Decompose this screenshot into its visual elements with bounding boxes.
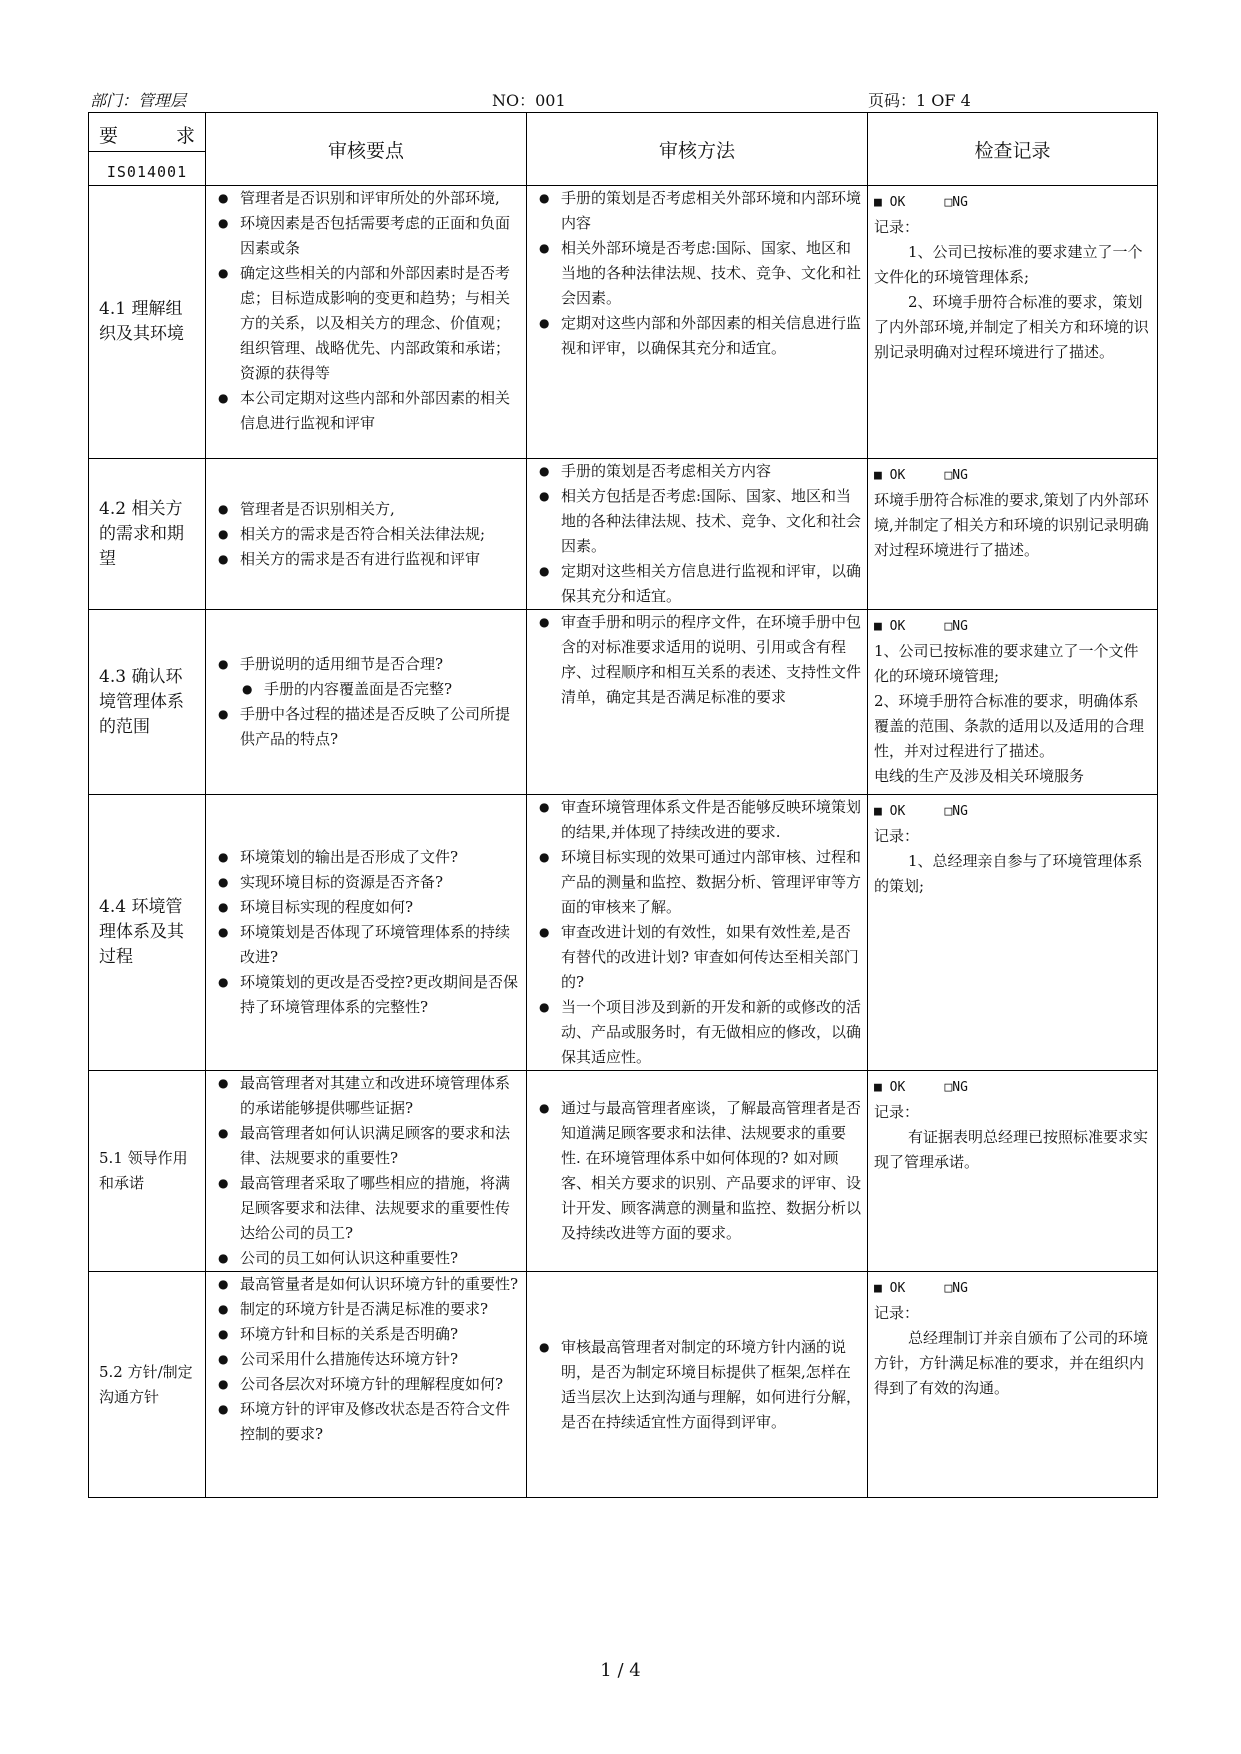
- requirement-header-a: 要: [99, 125, 119, 147]
- requirement-cell: 5.2 方针/制定沟通方针: [89, 1272, 206, 1498]
- audit-methods-header: 审核方法: [527, 113, 868, 186]
- record-text: 2、环境手册符合标准的要求，明确体系覆盖的范围、条款的适用以及适用的合理性，并对过程进行了描述。: [874, 692, 1145, 760]
- list-item: ● 审核最高管理者对制定的环境方针内涵的说明，是否为制定环境目标提供了框架,怎样在适当层次上达到沟通与理解，如何进行分解，是否在持续适宜性方面得到评审。: [533, 1335, 861, 1435]
- check-record-cell: [868, 610, 1158, 795]
- audit-points-cell: [206, 186, 527, 459]
- table-row: [89, 1272, 1158, 1498]
- record-text: 环境手册符合标准的要求,策划了内外部环境,并制定了相关方和环境的识别记录明确对过程环境进行了描述。: [874, 491, 1149, 559]
- list-item: ● 最高管量者是如何认识环境方针的重要性?: [212, 1272, 520, 1297]
- list-item: ● 公司采用什么措施传达环境方针?: [212, 1347, 520, 1372]
- ok-ng-checkbox: ■ OK □NG: [874, 195, 968, 210]
- audit-methods-cell: [527, 795, 868, 1071]
- ok-ng-checkbox: ■ OK □NG: [874, 468, 968, 483]
- list-item: ● 环境方针和目标的关系是否明确?: [212, 1322, 520, 1347]
- record-text: 记录：: [874, 1304, 920, 1322]
- record-text: 1、公司已按标准的要求建立了一个文件化的环境管理体系;: [874, 243, 1143, 286]
- list-item: ● 相关方的需求是否有进行监视和评审: [212, 547, 520, 572]
- list-item: ● 当一个项目涉及到新的开发和新的或修改的活动、产品或服务时，有无做相应的修改，以确保其适应性。: [533, 995, 861, 1070]
- list-item: ● 手册的策划是否考虑相关外部环境和内部环境内容: [533, 186, 861, 236]
- department-label: 部门：管理层: [90, 91, 187, 110]
- list-item: ● 环境方针的评审及修改状态是否符合文件控制的要求?: [212, 1397, 520, 1447]
- check-record-cell: [868, 186, 1158, 459]
- table-row: [89, 186, 1158, 459]
- record-text: 2、环境手册符合标准的要求，策划了内外部环境,并制定了相关方和环境的识别记录明确对过程环境进行了描述。: [874, 293, 1149, 361]
- record-text: 总经理制订并亲自颁布了公司的环境方针，方针满足标准的要求，并在组织内得到了有效的沟通。: [874, 1329, 1149, 1397]
- audit-table: [88, 112, 1158, 1498]
- audit-points-cell: [206, 1071, 527, 1272]
- list-item: ● 通过与最高管理者座谈，了解最高管理者是否知道满足顾客要求和法律、法规要求的重要性. 在环境管理体系中如何体现的? 如对顾客、相关方要求的识别、产品要求的评审、设计开发、顾客满意的测量和监控、数据分析以及持续改进等方面的要求。: [533, 1096, 861, 1246]
- list-item: ● 手册说明的适用细节是否合理?: [212, 652, 520, 677]
- standard-code: IS014001: [106, 163, 188, 181]
- page-indicator: 页码：1 OF 4: [868, 91, 971, 110]
- audit-points-cell: [206, 610, 527, 795]
- table-row: [89, 459, 1158, 610]
- list-item: ● 环境目标实现的程度如何?: [212, 895, 520, 920]
- audit-points-cell: [206, 1272, 527, 1498]
- table-row: [89, 1071, 1158, 1272]
- list-item: ● 最高管理者如何认识满足顾客的要求和法律、法规要求的重要性?: [212, 1121, 520, 1171]
- requirement-cell: 4.2 相关方的需求和期望: [89, 459, 206, 610]
- ok-ng-checkbox: ■ OK □NG: [874, 1281, 968, 1296]
- list-item: ● 审查手册和明示的程序文件，在环境手册中包含的对标准要求适用的说明、引用或含有程序、过程顺序和相互关系的表述、支持性文件清单，确定其是否满足标准的要求: [533, 610, 861, 710]
- list-item: ● 手册的内容覆盖面是否完整?: [212, 677, 520, 702]
- list-item: ● 最高管理者对其建立和改进环境管理体系的承诺能够提供哪些证据?: [212, 1071, 520, 1121]
- record-text: 1、公司已按标准的要求建立了一个文件化的环境环境管理;: [874, 642, 1139, 685]
- list-item: ● 公司的员工如何认识这种重要性?: [212, 1246, 520, 1271]
- record-text: 有证据表明总经理已按照标准要求实现了管理承诺。: [874, 1128, 1149, 1171]
- ok-ng-checkbox: ■ OK □NG: [874, 619, 968, 634]
- audit-methods-cell: [527, 1071, 868, 1272]
- audit-points-cell: [206, 795, 527, 1071]
- list-item: ● 最高管理者采取了哪些相应的措施，将满足顾客要求和法律、法规要求的重要性传达给公司的员工?: [212, 1171, 520, 1246]
- check-record-cell: [868, 1071, 1158, 1272]
- document-number: NO：001: [492, 91, 566, 110]
- list-item: ● 定期对这些相关方信息进行监视和评审，以确保其充分和适宜。: [533, 559, 861, 609]
- list-item: ● 手册的策划是否考虑相关方内容: [533, 459, 861, 484]
- list-item: ● 相关外部环境是否考虑:国际、国家、地区和当地的各种法律法规、技术、竞争、文化和社会因素。: [533, 236, 861, 311]
- record-text: 记录：: [874, 1103, 920, 1121]
- table-row: [89, 795, 1158, 1071]
- check-record-cell: [868, 1272, 1158, 1498]
- requirement-cell: 4.4 环境管理体系及其过程: [89, 795, 206, 1071]
- list-item: ● 管理者是否识别和评审所处的外部环境,: [212, 186, 520, 211]
- audit-methods-cell: [527, 1272, 868, 1498]
- list-item: ● 环境目标实现的效果可通过内部审核、过程和产品的测量和监控、数据分析、管理评审等方面的审核来了解。: [533, 845, 861, 920]
- ok-ng-checkbox: ■ OK □NG: [874, 1080, 968, 1095]
- table-row: [89, 610, 1158, 795]
- audit-methods-cell: [527, 459, 868, 610]
- list-item: ● 环境策划是否体现了环境管理体系的持续改进?: [212, 920, 520, 970]
- record-text: 1、总经理亲自参与了环境管理体系的策划;: [874, 852, 1143, 895]
- ok-ng-checkbox: ■ OK □NG: [874, 804, 968, 819]
- audit-points-header: 审核要点: [206, 113, 527, 186]
- list-item: ● 审查改进计划的有效性，如果有效性差,是否有替代的改进计划? 审查如何传达至相关部门的?: [533, 920, 861, 995]
- check-record-header: 检查记录: [868, 113, 1158, 186]
- requirement-cell: 4.1 理解组织及其环境: [89, 186, 206, 459]
- requirement-cell: 4.3 确认环境管理体系的范围: [89, 610, 206, 795]
- list-item: ● 环境因素是否包括需要考虑的正面和负面因素或条: [212, 211, 520, 261]
- list-item: ● 相关方包括是否考虑:国际、国家、地区和当地的各种法律法规、技术、竞争、文化和社会因素。: [533, 484, 861, 559]
- list-item: ● 环境策划的输出是否形成了文件?: [212, 845, 520, 870]
- list-item: ● 手册中各过程的描述是否反映了公司所提供产品的特点?: [212, 702, 520, 752]
- list-item: ● 实现环境目标的资源是否齐备?: [212, 870, 520, 895]
- record-text: 电线的生产及涉及相关环境服务: [874, 767, 1085, 785]
- requirement-header: [89, 113, 206, 186]
- audit-methods-cell: [527, 610, 868, 795]
- page-footer: 1 / 4: [600, 1660, 641, 1681]
- record-text: 记录：: [874, 827, 920, 845]
- requirement-header-b: 求: [175, 125, 195, 147]
- list-item: ● 审查环境管理体系文件是否能够反映环境策划的结果,并体现了持续改进的要求.: [533, 795, 861, 845]
- audit-methods-cell: [527, 186, 868, 459]
- list-item: ● 公司各层次对环境方针的理解程度如何?: [212, 1372, 520, 1397]
- list-item: ● 定期对这些内部和外部因素的相关信息进行监视和评审，以确保其充分和适宜。: [533, 311, 861, 361]
- list-item: ● 制定的环境方针是否满足标准的要求?: [212, 1297, 520, 1322]
- requirement-cell: 5.1 领导作用和承诺: [89, 1071, 206, 1272]
- list-item: ● 相关方的需求是否符合相关法律法规;: [212, 522, 520, 547]
- list-item: ● 本公司定期对这些内部和外部因素的相关信息进行监视和评审: [212, 386, 520, 436]
- list-item: ● 环境策划的更改是否受控?更改期间是否保持了环境管理体系的完整性?: [212, 970, 520, 1020]
- list-item: ● 管理者是否识别相关方,: [212, 497, 520, 522]
- check-record-cell: [868, 795, 1158, 1071]
- list-item: ● 确定这些相关的内部和外部因素时是否考虑；目标造成影响的变更和趋势；与相关方的关系，以及相关方的理念、价值观；组织管理、战略优先、内部政策和承诺；资源的获得等: [212, 261, 520, 386]
- check-record-cell: [868, 459, 1158, 610]
- record-text: 记录：: [874, 218, 920, 236]
- audit-points-cell: [206, 459, 527, 610]
